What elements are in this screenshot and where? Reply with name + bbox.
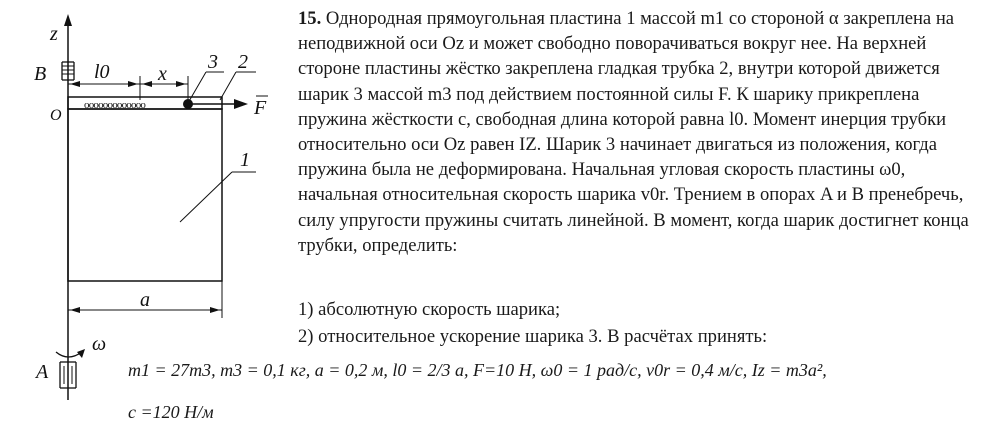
support-b-label: B xyxy=(34,63,47,85)
z-axis-arrow xyxy=(64,14,72,26)
ball xyxy=(183,99,193,109)
leader-3 xyxy=(188,72,206,103)
support-a-label: A xyxy=(36,361,49,383)
force-label: F xyxy=(254,97,267,119)
question-2: 2) относительное ускорение шарика 3. В расчётах принять: xyxy=(298,326,768,347)
plate xyxy=(68,109,222,281)
label-2: 2 xyxy=(238,51,248,73)
given-values: m1 = 27m3, m3 = 0,1 кг, a = 0,2 м, l0 = 2/3 a, F=10 Н, ω0 = 1 рад/с, v0r = 0,4 м/с, Iz = m3a², xyxy=(128,360,827,380)
label-3: 3 xyxy=(208,51,218,73)
label-1: 1 xyxy=(240,149,250,171)
label-x: x xyxy=(158,63,167,85)
label-a: a xyxy=(140,289,150,311)
leader-2 xyxy=(220,72,236,100)
z-axis-label: z xyxy=(50,23,58,45)
label-l0: l0 xyxy=(94,61,110,83)
question-1: 1) абсолютную скорость шарика; xyxy=(298,299,561,320)
problem-text xyxy=(298,6,988,258)
given-values-2: c =120 Н/м xyxy=(128,402,214,422)
problem-body: Однородная прямоугольная пластина 1 массой m1 со стороной α закреплена на неподвижной оси Oz и может свободно поворачиваться вокруг нее. На верхней стороне пластины жёстко закреплена гладкая трубка 2, внутри которой движется шарик 3 массой m3 под действием постоянной силы F. К шарику прикреплена пружина жёсткости c, свободная длина которой равна l0. Момент инерция трубки относительно оси Oz равен IZ. Шарик 3 начинает двигаться из положения, когда пружина была не деформирована. Начальная угловая скорость пластины ω0, начальная относительная скорость шарика v0r. Трением в опорах A и B пренебречь, силу упругости пружины считать линейной. В момент, когда шарик достигнет конца трубки, определить: xyxy=(298,8,969,256)
spring: ooooooooooooo xyxy=(84,99,146,111)
problem-number: 15. xyxy=(298,8,322,29)
omega-label: ω xyxy=(92,333,107,355)
leader-1 xyxy=(180,172,232,222)
origin-label: O xyxy=(50,107,62,124)
